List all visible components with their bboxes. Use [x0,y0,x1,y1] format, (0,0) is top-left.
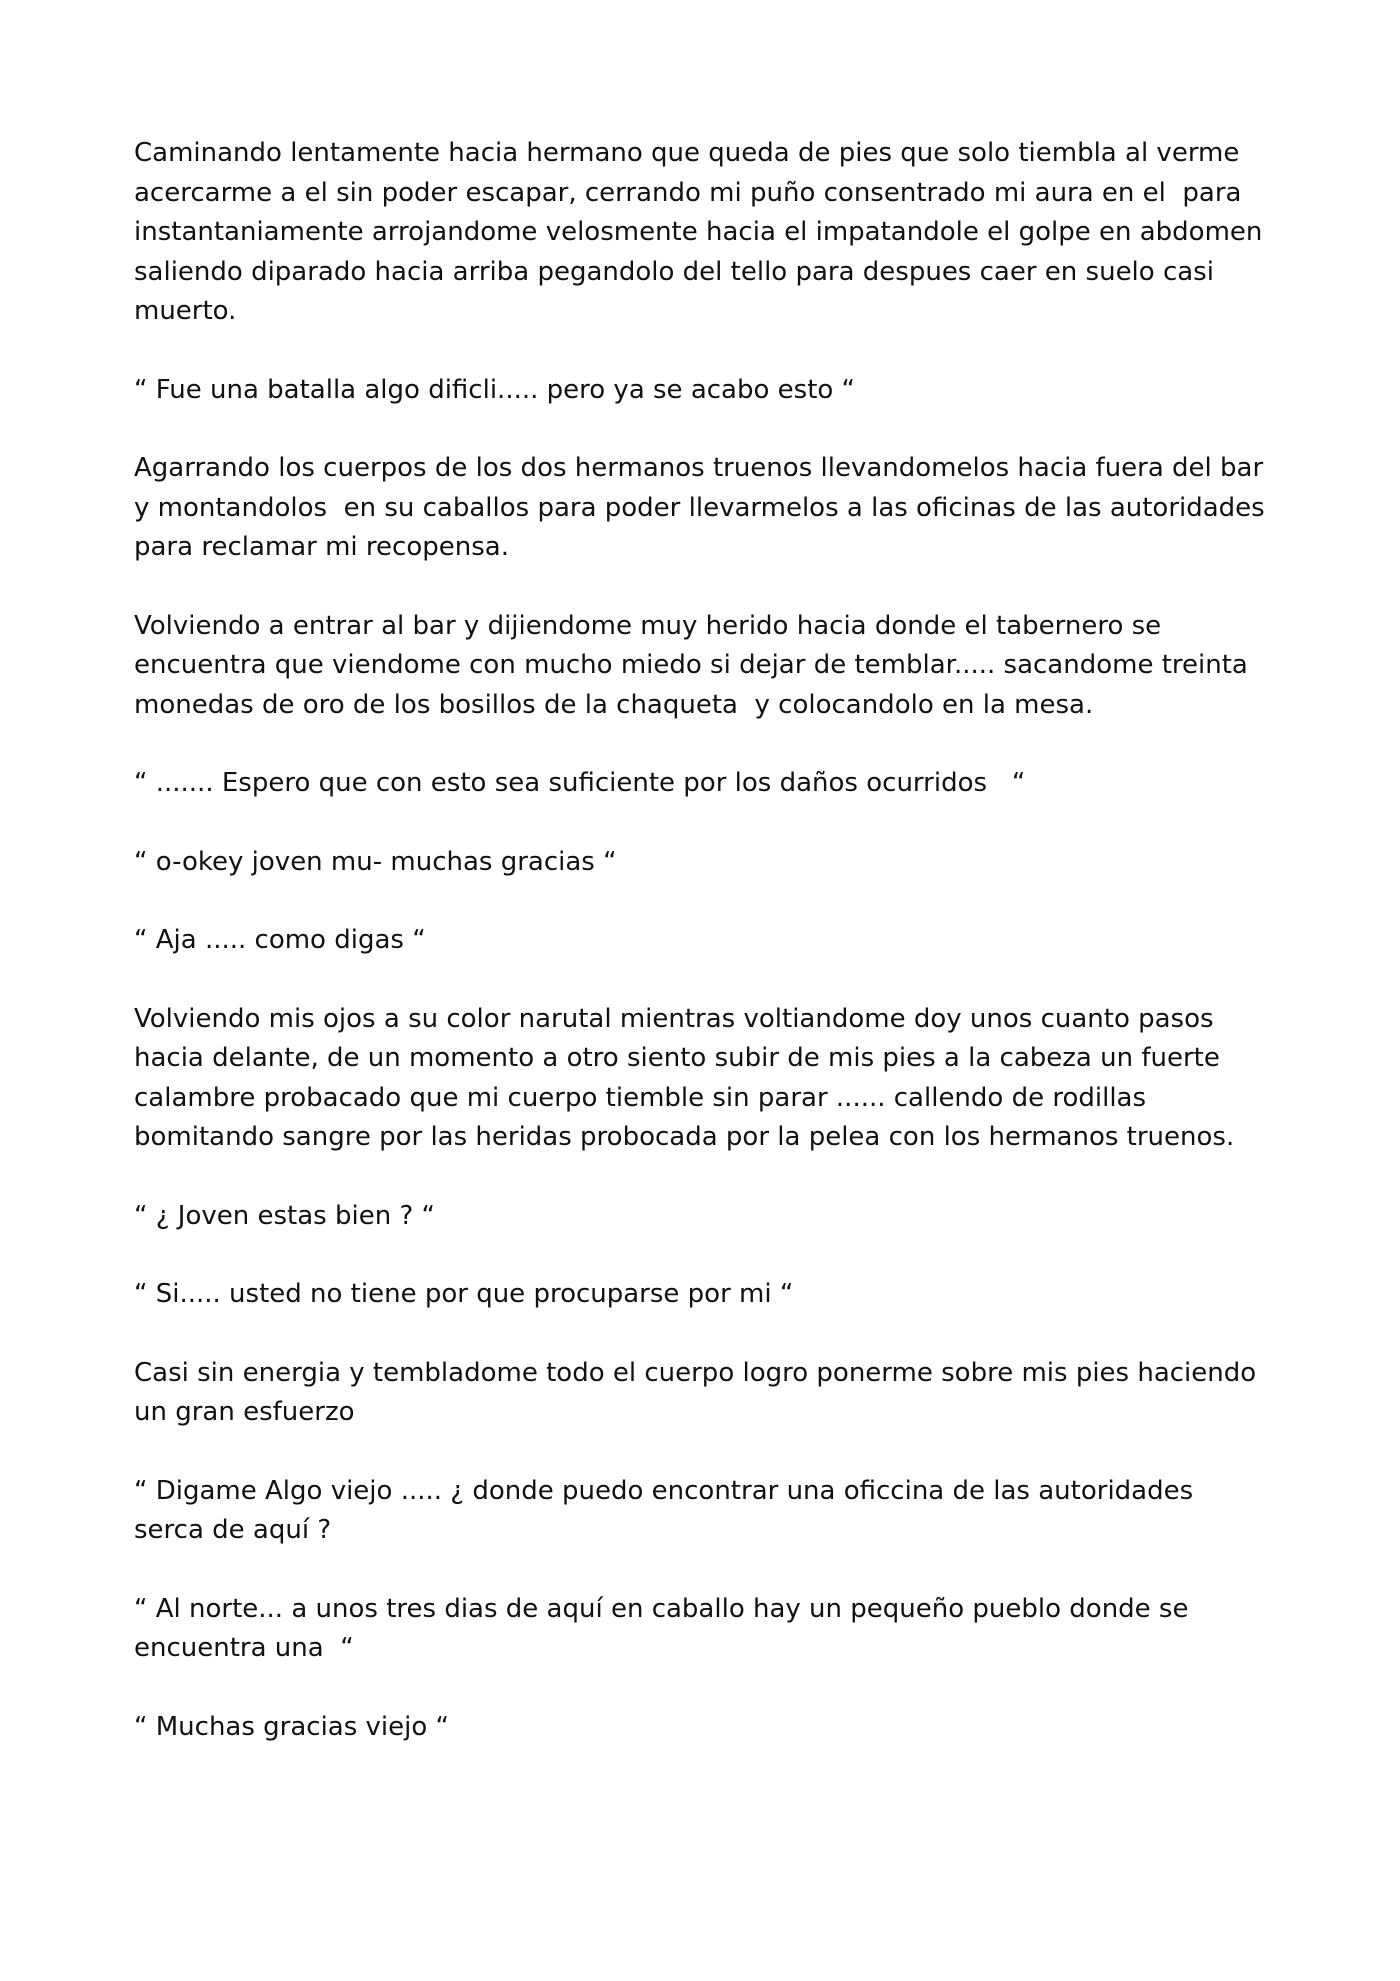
paragraph-dialogue-5: “ ¿ Joven estas bien ? “ [134,1200,435,1231]
paragraph-dialogue-4: “ Aja ..... como digas “ [134,925,426,955]
paragraph-narration-4: Volviendo mis ojos a su color narutal mientras voltiandome doy unos cuanto pasos hacia delante, de un momento a otro siento subir de mis pies a la cabeza un fuerte calambre probacado que mi cuerpo tiemble sin parar ...... callendo de rodillas bomitando sangre por las heridas probocada por la pelea con los hermanos truenos. [134,1003,1235,1152]
paragraph-dialogue-2: “ ....... Espero que con esto sea suficiente por los daños ocurridos “ [134,768,1026,798]
paragraph-dialogue-8: “ Al norte... a unos tres dias de aquí en caballo hay un pequeño pueblo donde se encuentra una “ [134,1593,1197,1663]
paragraph-narration-5: Casi sin energia y tembladome todo el cuerpo logro ponerme sobre mis pies haciendo un gran esfuerzo [134,1357,1265,1427]
paragraph-dialogue-6: “ Si..... usted no tiene por que procuparse por mi “ [134,1279,794,1309]
paragraph-dialogue-1: “ Fue una batalla algo dificli..... pero ya se acabo esto “ [134,374,856,405]
paragraph-narration-2: Agarrando los cuerpos de los dos hermanos truenos llevandomelos hacia fuera del bar y montandolos en su caballos para poder llevarmelos a las oficinas de las autoridades para reclamar mi recopensa. [134,453,1273,562]
story-text-body [134,134,1274,1786]
paragraph-narration-3: Volviendo a entrar al bar y dijiendome muy herido hacia donde el tabernero se encuentra que viendome con mucho miedo si dejar de temblar..... sacandome treinta monedas de oro de los bosillos de la chaqueta y colocandolo en la mesa. [134,610,1257,720]
paragraph-narration-1: Caminando lentamente hacia hermano que queda de pies que solo tiembla al verme acercarme a el sin poder escapar, cerrando mi puño consentrado mi aura en el para instantaniamente arrojandome velosmente hacia el impatandole el golpe en abdomen saliendo diparado hacia arriba pegandolo del tello para despues caer en suelo casi muerto. [134,138,1271,326]
paragraph-dialogue-3: “ o-okey joven mu- muchas gracias “ [134,846,617,877]
paragraph-dialogue-7: “ Digame Algo viejo ..... ¿ donde puedo encontrar una oficcina de las autoridades serca de aquí ? [134,1475,1210,1545]
paragraph-dialogue-9: “ Muchas gracias viejo “ [134,1711,450,1742]
